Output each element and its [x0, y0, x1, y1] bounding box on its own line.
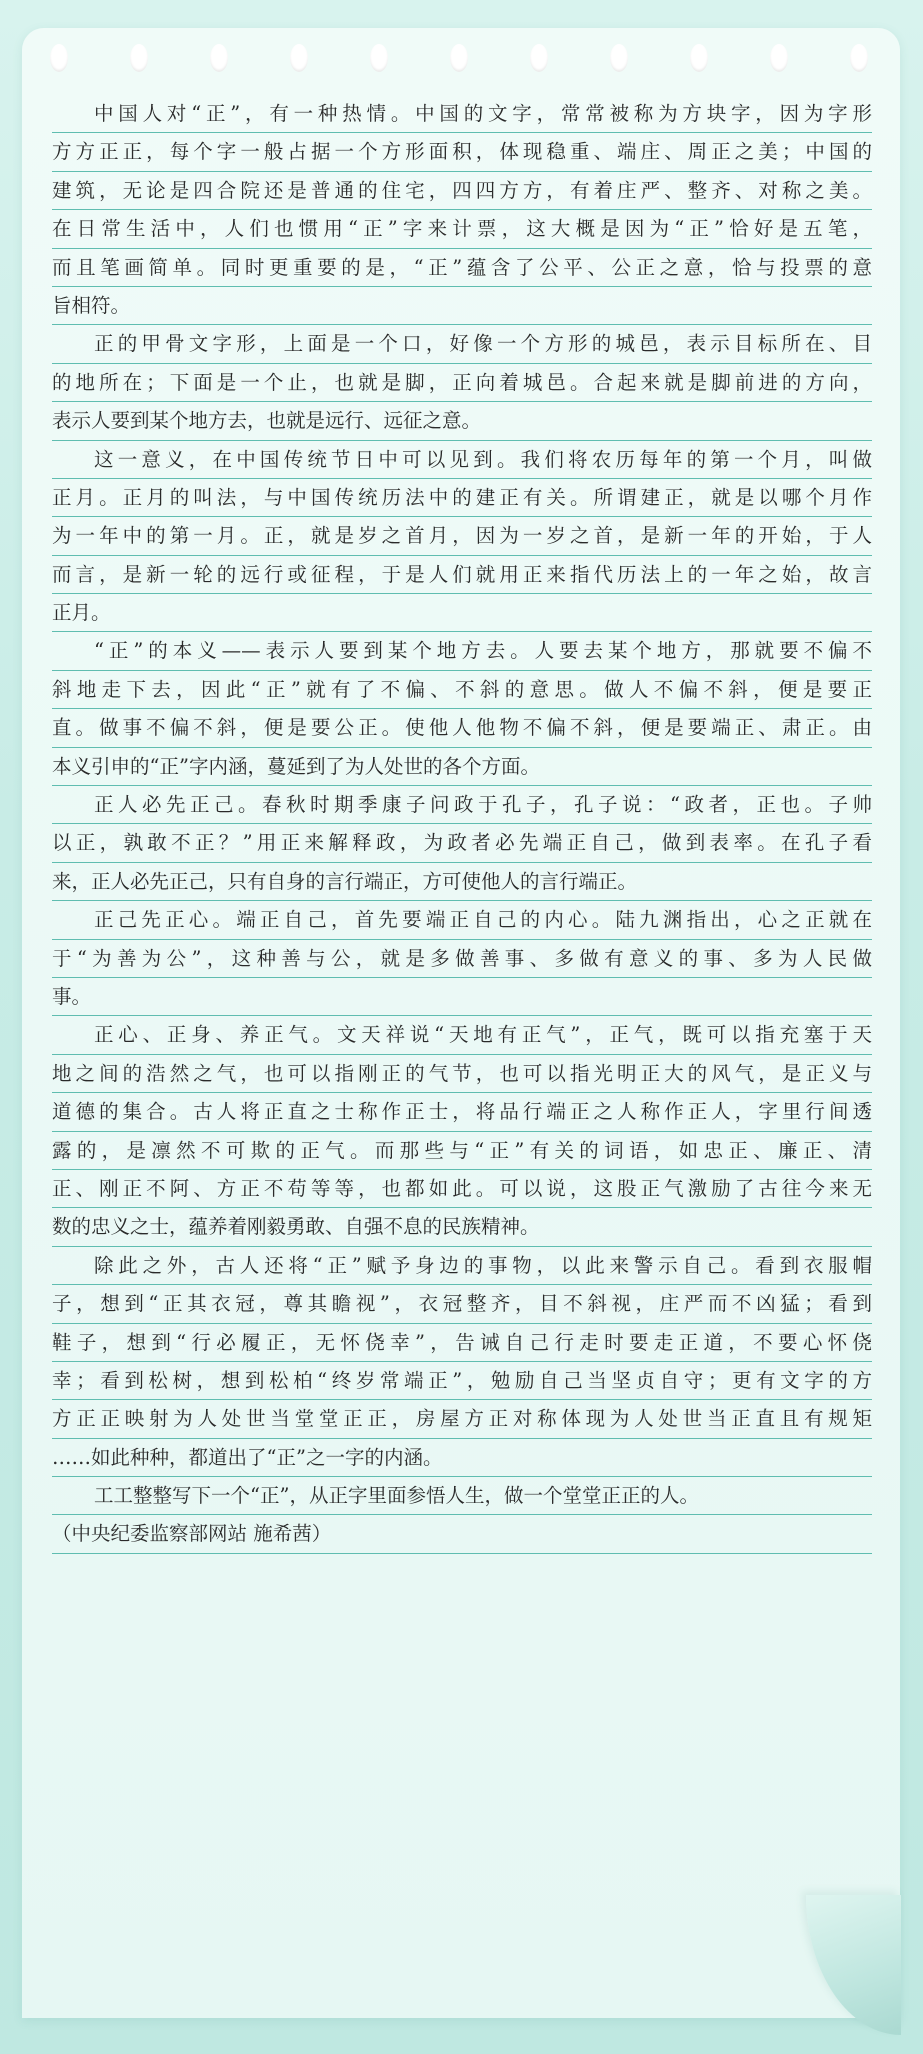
text-line: 表示人要到某个地方去，也就是远行、远征之意。 — [52, 402, 872, 440]
text-line: 露的，是凛然不可欺的正气。而那些与“正”有关的词语，如忠正、廉正、清 — [52, 1132, 872, 1170]
text-line: 子，想到“正其衣冠，尊其瞻视”，衣冠整齐，目不斜视，庄严而不凶猛；看到 — [52, 1285, 872, 1323]
text-line: 鞋子，想到“行必履正，无怀侥幸”，告诫自己行走时要走正道，不要心怀侥 — [52, 1324, 872, 1362]
binder-hole — [210, 44, 228, 72]
text-line: 斜地走下去，因此“正”就有了不偏、不斜的意思。做人不偏不斜，便是要正 — [52, 671, 872, 709]
text-line: 来，正人必先正己，只有自身的言行端正，方可使他人的言行端正。 — [52, 863, 872, 901]
text-line: 中国人对“正”，有一种热情。中国的文字，常常被称为方块字，因为字形 — [52, 95, 872, 133]
text-line: 正人必先正己。春秋时期季康子问政于孔子，孔子说：“政者，正也。子帅 — [52, 786, 872, 824]
text-line: 于“为善为公”，这种善与公，就是多做善事、多做有意义的事、多为人民做 — [52, 940, 872, 978]
binder-hole — [770, 44, 788, 72]
text-line: 正月。正月的叫法，与中国传统历法中的建正有关。所谓建正，就是以哪个月作 — [52, 479, 872, 517]
text-line: 而言，是新一轮的远行或征程，于是人们就用正来指代历法上的一年之始，故言 — [52, 556, 872, 594]
text-line: 本义引申的“正”字内涵，蔓延到了为人处世的各个方面。 — [52, 748, 872, 786]
text-line: 方方正正，每个字一般占据一个方形面积，体现稳重、端庄、周正之美；中国的 — [52, 133, 872, 171]
text-line: 工工整整写下一个“正”，从正字里面参悟人生，做一个堂堂正正的人。 — [52, 1477, 872, 1515]
article-body — [52, 95, 872, 1554]
text-line: 的地所在；下面是一个止，也就是脚，正向着城邑。合起来就是脚前进的方向， — [52, 364, 872, 402]
text-line: 直。做事不偏不斜，便是要公正。使他人他物不偏不斜，便是要端正、肃正。由 — [52, 709, 872, 747]
text-line: 这一意义，在中国传统节日中可以见到。我们将农历每年的第一个月，叫做 — [52, 441, 872, 479]
text-line: 在日常生活中，人们也惯用“正”字来计票，这大概是因为“正”恰好是五笔， — [52, 210, 872, 248]
text-line: 建筑，无论是四合院还是普通的住宅，四四方方，有着庄严、整齐、对称之美。 — [52, 172, 872, 210]
binder-hole — [450, 44, 468, 72]
text-line: 正己先正心。端正自己，首先要端正自己的内心。陆九渊指出，心之正就在 — [52, 901, 872, 939]
text-line: ……如此种种，都道出了“正”之一字的内涵。 — [52, 1439, 872, 1477]
text-line: 地之间的浩然之气，也可以指刚正的气节，也可以指光明正大的风气，是正义与 — [52, 1055, 872, 1093]
binder-hole — [610, 44, 628, 72]
text-line: “正”的本义——表示人要到某个地方去。人要去某个地方，那就要不偏不 — [52, 632, 872, 670]
text-line: 正、刚正不阿、方正不苟等等，也都如此。可以说，这股正气激励了古往今来无 — [52, 1170, 872, 1208]
text-line: 正的甲骨文字形，上面是一个口，好像一个方形的城邑，表示目标所在、目 — [52, 325, 872, 363]
text-line: 正心、正身、养正气。文天祥说“天地有正气”，正气，既可以指充塞于天 — [52, 1016, 872, 1054]
text-line: 道德的集合。古人将正直之士称作正士，将品行端正之人称作正人，字里行间透 — [52, 1093, 872, 1131]
text-line: 方正正映射为人处世当堂堂正正，房屋方正对称体现为人处世当正直且有规矩 — [52, 1400, 872, 1438]
binder-hole — [850, 44, 868, 72]
binder-hole — [50, 44, 68, 72]
text-line: 为一年中的第一月。正，就是岁之首月，因为一岁之首，是新一年的开始，于人 — [52, 517, 872, 555]
text-line: 以正，孰敢不正？”用正来解释政，为政者必先端正自己，做到表率。在孔子看 — [52, 824, 872, 862]
text-line: 旨相符。 — [52, 287, 872, 325]
binder-holes — [50, 44, 870, 74]
text-line: 数的忠义之士，蕴养着刚毅勇敢、自强不息的民族精神。 — [52, 1208, 872, 1246]
text-line: 正月。 — [52, 594, 872, 632]
binder-hole — [370, 44, 388, 72]
text-line: 幸；看到松树，想到松柏“终岁常端正”，勉励自己当坚贞自守；更有文字的方 — [52, 1362, 872, 1400]
article-credit: （中央纪委监察部网站 施希茜） — [52, 1515, 872, 1553]
binder-hole — [130, 44, 148, 72]
binder-hole — [290, 44, 308, 72]
binder-hole — [690, 44, 708, 72]
text-line: 除此之外，古人还将“正”赋予身边的事物，以此来警示自己。看到衣服帽 — [52, 1247, 872, 1285]
binder-hole — [530, 44, 548, 72]
text-line: 事。 — [52, 978, 872, 1016]
text-line: 而且笔画简单。同时更重要的是，“正”蕴含了公平、公正之意，恰与投票的意 — [52, 249, 872, 287]
